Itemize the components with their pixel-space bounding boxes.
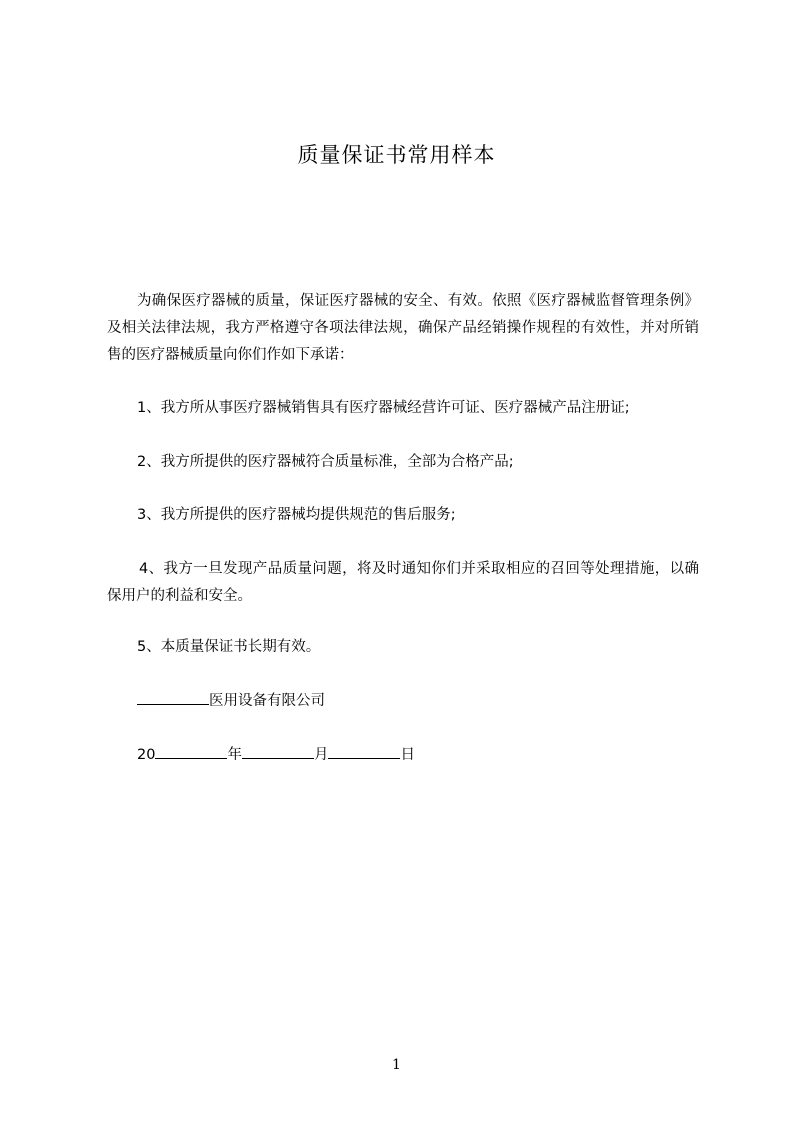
company-suffix: 医用设备有限公司 <box>209 693 325 709</box>
commitment-item-4: 4、我方一旦发现产品质量问题，将及时通知你们并采取相应的召回等处理措施，以确保用户的利益和安全。 <box>107 561 699 604</box>
document-title: 质量保证书常用样本 <box>297 143 496 167</box>
date-prefix: 20 <box>137 747 156 763</box>
year-label: 年 <box>227 747 242 763</box>
month-label: 月 <box>313 747 329 763</box>
day-blank <box>328 742 400 759</box>
commitment-item-1: 1、我方所从事医疗器械销售具有医疗器械经营许可证、医疗器械产品注册证; <box>137 400 630 416</box>
company-name-blank <box>137 688 209 705</box>
year-blank <box>155 742 227 759</box>
intro-paragraph: 为确保医疗器械的质量，保证医疗器械的安全、有效。依照《医疗器械监督管理条例》及相关法律法规，我方严格遵守各项法律法规，确保产品经销操作规程的有效性，并对所销售的医疗器械质量向你们作如下承诺： <box>107 293 699 363</box>
commitment-item-2: 2、我方所提供的医疗器械符合质量标准，全部为合格产品; <box>137 454 514 470</box>
company-signature-line <box>137 688 699 715</box>
day-label: 日 <box>400 747 415 763</box>
date-line <box>137 742 699 769</box>
commitment-item-3: 3、我方所提供的医疗器械均提供规范的售后服务; <box>137 507 456 523</box>
page-number: 1 <box>392 1057 401 1073</box>
commitment-item-5: 5、本质量保证书长期有效。 <box>137 639 321 655</box>
month-blank <box>242 742 314 759</box>
